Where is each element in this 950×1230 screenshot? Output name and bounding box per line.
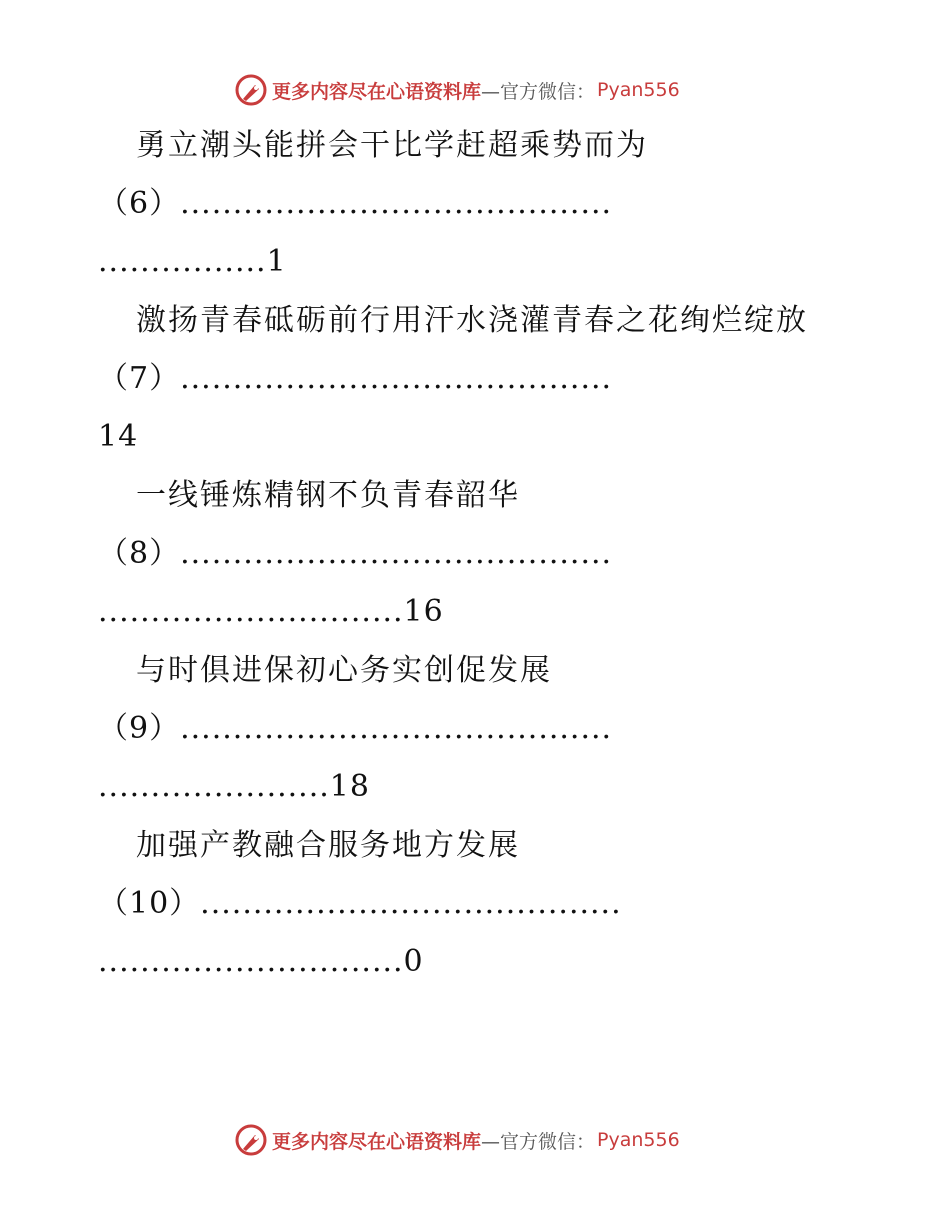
- toc-entry-number-line: （8）.........................................: [98, 536, 613, 571]
- footer-wechat-id: Pyan556: [597, 1129, 680, 1151]
- footer-banner: [234, 1122, 714, 1158]
- footer-promo-text: 更多内容尽在心语资料库: [272, 1130, 482, 1153]
- toc-entry-page-line: ................1: [98, 244, 287, 279]
- toc-entry-number-line: （10）........................................: [98, 886, 622, 921]
- toc-entry-title: 与时俱进保初心务实创促发展: [136, 653, 552, 688]
- pen-nib-logo-icon: [234, 1123, 268, 1157]
- toc-entry-title: 加强产教融合服务地方发展: [136, 828, 520, 863]
- pen-nib-logo-icon: [234, 73, 268, 107]
- toc-entry-number-line: （6）.........................................: [98, 186, 613, 221]
- header-banner: [234, 72, 714, 108]
- footer-official-text: —官方微信：: [481, 1130, 596, 1153]
- toc-entry-page-line: 14: [98, 419, 139, 454]
- toc-entry-page-line: ......................18: [98, 769, 370, 804]
- header-promo-text: 更多内容尽在心语资料库: [272, 80, 482, 103]
- toc-entry-title: 激扬青春砥砺前行用汗水浇灌青春之花绚烂绽放: [136, 303, 808, 338]
- header-official-text: —官方微信：: [481, 80, 596, 103]
- toc-entry-title: 勇立潮头能拼会干比学赶超乘势而为: [136, 128, 648, 163]
- toc-entry-page-line: .............................16: [98, 594, 444, 629]
- toc-entry-number-line: （9）.........................................: [98, 711, 613, 746]
- toc-entry-page-line: .............................0: [98, 944, 424, 979]
- toc-entry-title: 一线锤炼精钢不负青春韶华: [136, 478, 520, 513]
- toc-entry-number-line: （7）.........................................: [98, 361, 613, 396]
- header-wechat-id: Pyan556: [597, 79, 680, 101]
